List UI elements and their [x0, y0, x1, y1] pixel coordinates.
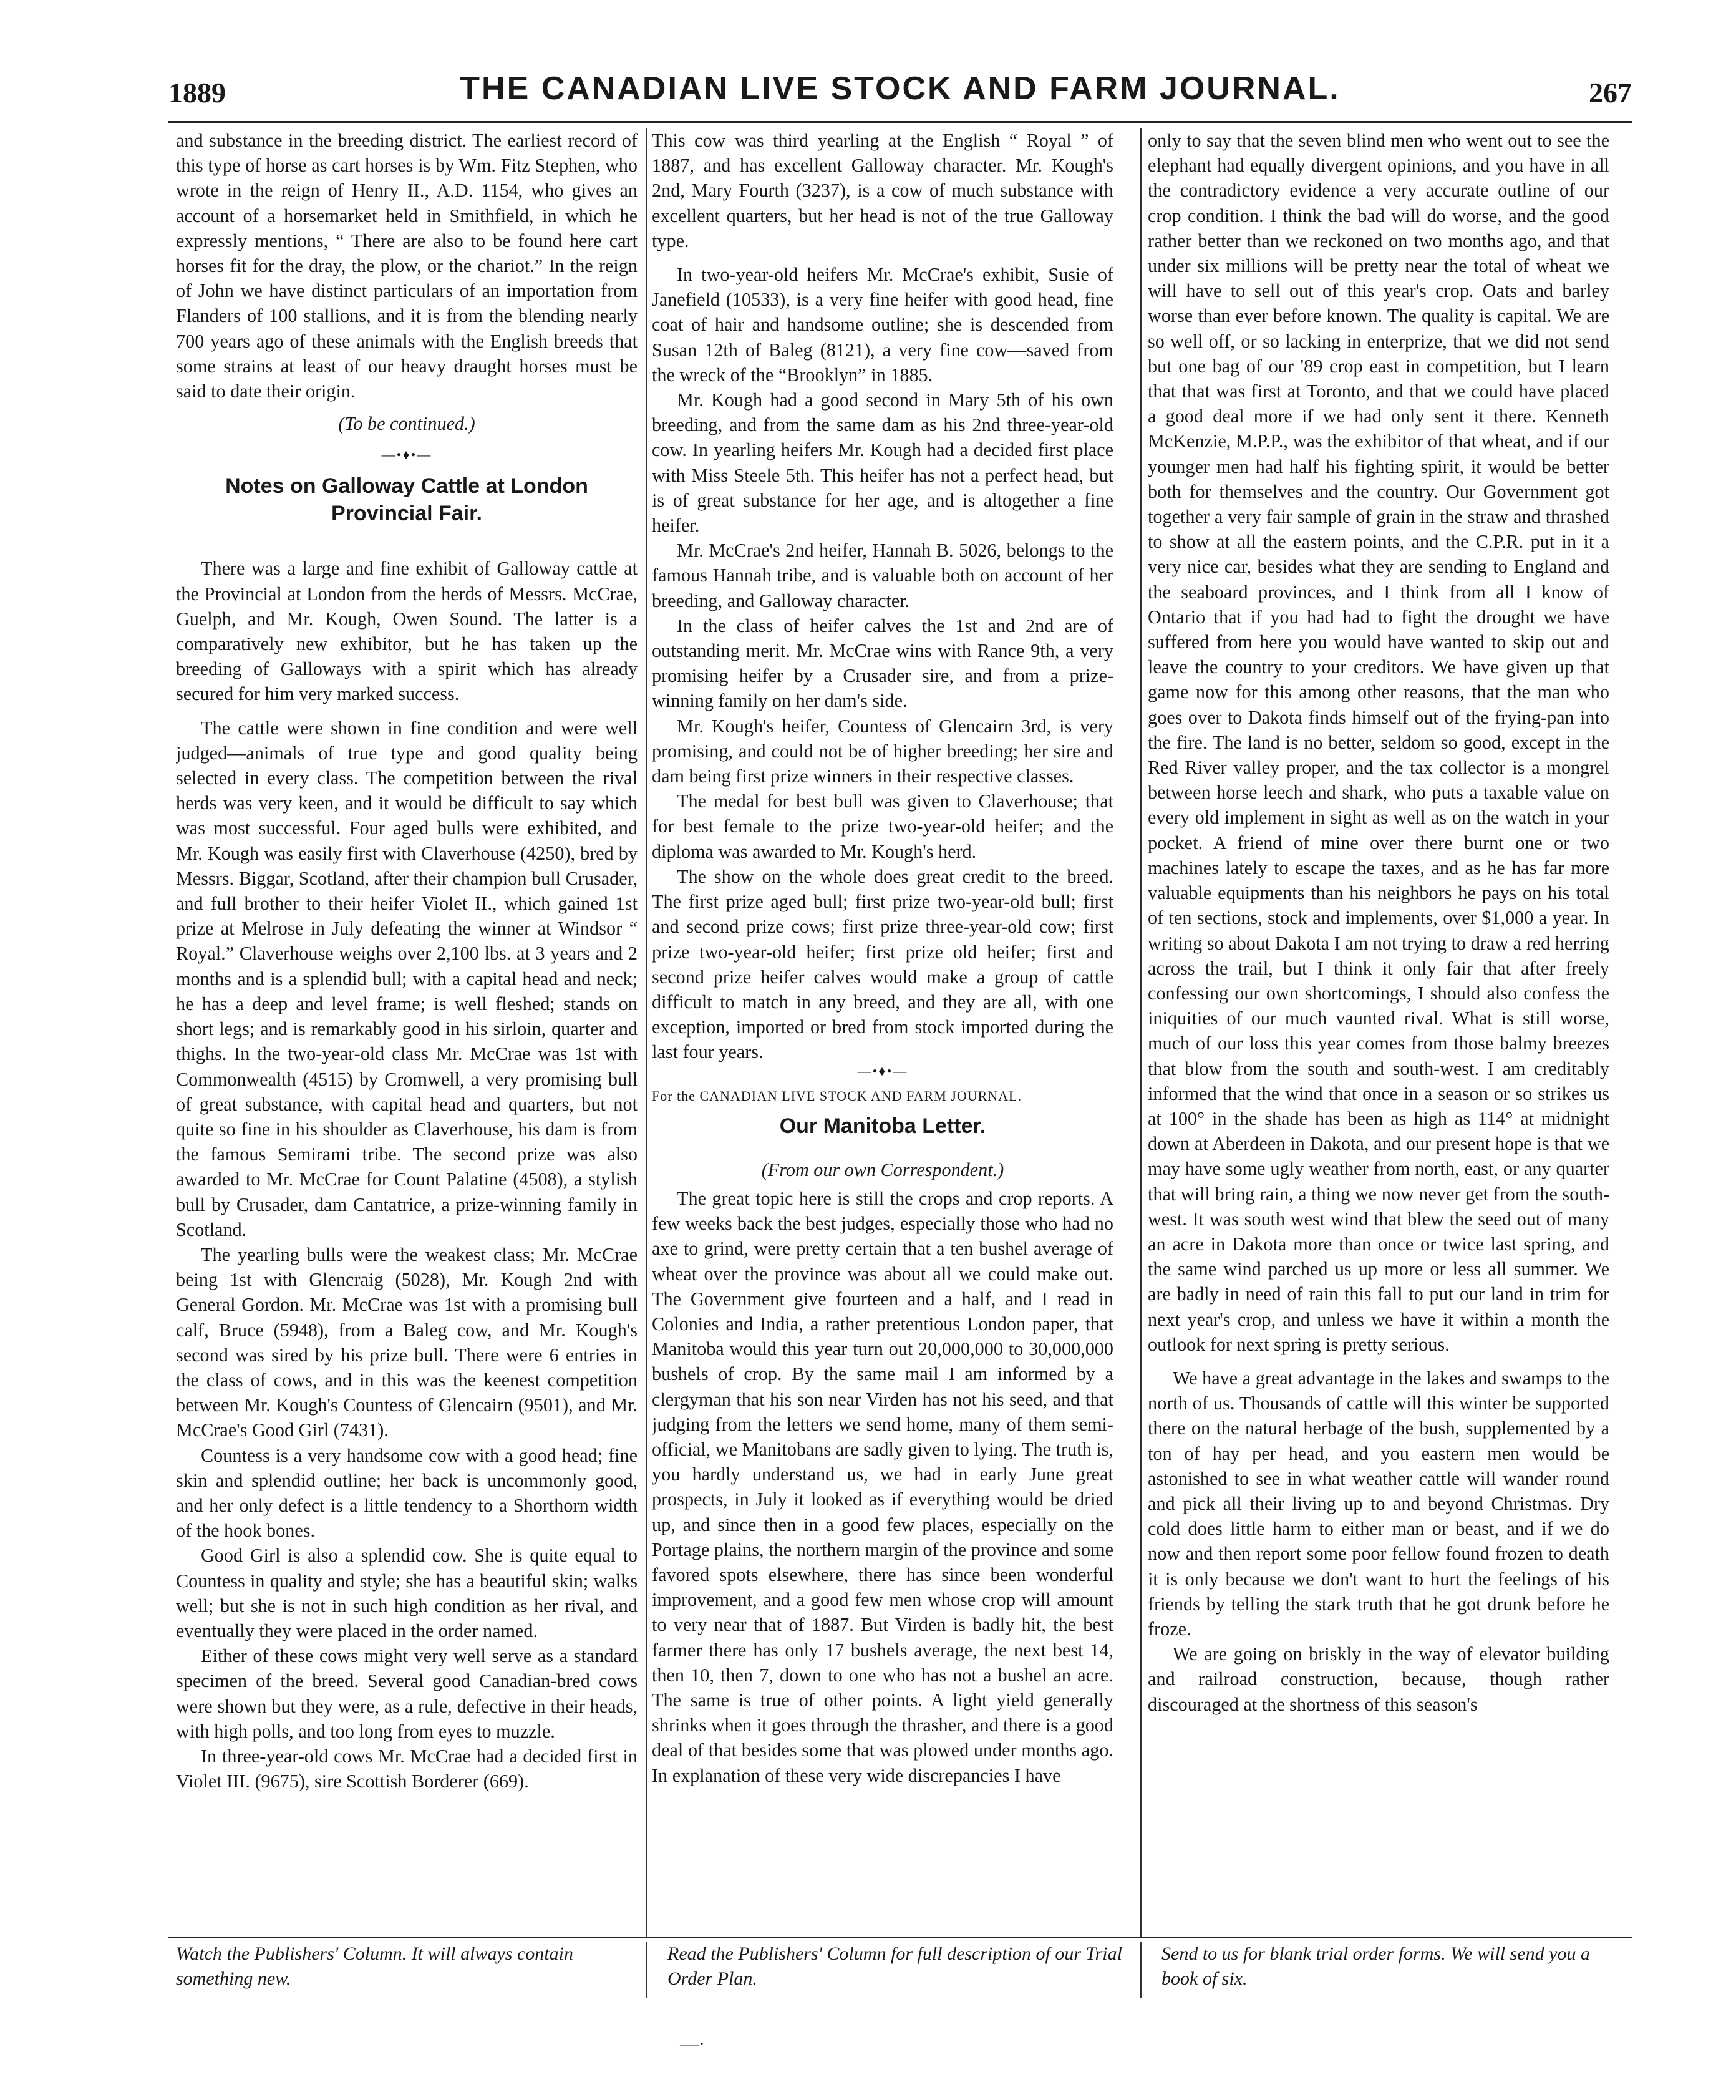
page-number: 267 [1589, 77, 1632, 109]
bottom-mark: —· [680, 2034, 705, 2054]
column-middle [652, 128, 1113, 1925]
paragraph: only to say that the seven blind men who went out to see the elephant had equally divergent opinions, and you have in all the contradictory evidence a very accurate outline of our crop condition. I think the bad will do worse, and the good rather better than we reckoned on two months ago, and that under six millions will be pretty near the total of wheat we will have to sell out of this year's crop. Oats and barley worse than ever before known. The quality is capital. We are so well off, or so lacking in enterprize, that we did not send but one bag of our '89 crop east in competition, but I learn that that was first at Toronto, and that we could have placed a good deal more if we had only sent it there. Kenneth McKenzie, M.P.P., was the exhibitor of that wheat, and if our younger men had half his fighting spirit, it would be better both for themselves and the country. Our Government got together a very fair sample of grain in the straw and thrashed to show at all the eastern points, and the C.P.R. put in it a very nice car, besides what they are sending to England and the seaboard provinces, and I think from all I know of Ontario that if you had had to fight the drought we have suffered from here you would have wanted to skip out and leave the country to your creditors. We have given up that game now for this among other reasons, that the man who goes over to Dakota finds himself out of the frying-pan into the fire. The land is no better, seldom so good, except in the Red River valley proper, and the tax collector is a mongrel between horse leech and shark, who puts a taxable value on every old implement in sight as well as on the watch in your pocket. A friend of mine over there burnt one or two machines lately to escape the taxes, and as he has far more valuable equipments than his neighbors he pays on his total of ten sections, stock and implements, over $1,000 a year. In writing so about Dakota I am not trying to draw a red herring across the trail, but I think it only fair that after freely confessing our own shortcomings, I should also confess the iniquities of our much vaunted rival. What is still worse, much of our loss this year comes from those balmy breezes that blow from the south and south-west. I am creditably informed that the wind that once in a season or so strikes us at 100° in the shade has been as high as 114° at midnight down at Aberdeen in Dakota, and our present hope is that we may have some ugly weather from north, east, or any quarter that will bring rain, a thing we now never get from the south-west. It was south west wind that blew the seed out of many an acre in Dakota more than once or twice last spring, and the same wind parched us up more or less all summer. We are badly in need of rain this fall to put our land in trim for next year's crop, and unless we have it within a month the outlook for next spring is pretty serious. [1148, 130, 1609, 1355]
footer-rule [168, 1937, 1632, 1938]
column-right [1148, 128, 1609, 1925]
paragraph: This cow was third yearling at the English “ Royal ” of 1887, and has excellent Galloway character. Mr. Kough's 2nd, Mary Fourth (3237), is a cow of much substance with excellent quarters, but her head is not of the true Galloway type. [652, 130, 1113, 251]
paragraph: Mr. Kough's heifer, Countess of Glencairn 3rd, is very promising, and could not be of higher breeding; her sire and dam being first prize winners in their respective classes. [652, 715, 1113, 787]
column-divider [646, 128, 647, 1937]
header-rule [168, 121, 1632, 123]
paragraph: In three-year-old cows Mr. McCrae had a decided first in Violet III. (9675), sire Scottish Borderer (669). [176, 1745, 638, 1792]
journal-title: THE CANADIAN LIVE STOCK AND FARM JOURNAL. [460, 70, 1341, 107]
paragraph: In the class of heifer calves the 1st and 2nd are of outstanding merit. Mr. McCrae wins with Rance 9th, a very promising heifer by a Crusader sire, and from a prize-winning family on her dam's side. [652, 615, 1113, 712]
page-year: 1889 [168, 77, 226, 109]
section-divider: —•♦•— [857, 1062, 908, 1079]
article-headline: Our Manitoba Letter. [779, 1114, 986, 1138]
paragraph: Good Girl is also a splendid cow. She is quite equal to Countess in quality and style; she has a beautiful skin; walks well; but she is not in such high condition as her rival, and eventually they were placed in the order named. [176, 1545, 638, 1641]
paragraph: The cattle were shown in fine condition and were well judged—animals of true type and good quality being selected in every class. The competition between the rival herds was very keen, and it would be difficult to say which was most successful. Four aged bulls were exhibited, and Mr. Kough was easily first with Claverhouse (4250), bred by Messrs. Biggar, Scotland, after their champion bull Crusader, and full brother to their heifer Violet II., which gained 1st prize at Melrose in July defeating the winner at Windsor “ Royal.” Claverhouse weighs over 2,100 lbs. at 3 years and 2 months and is a splendid bull; with a capital head and neck; he has a deep and level frame; is well fleshed; stands on short legs; and is remarkably good in his sirloin, quarter and thighs. In the two-year-old class Mr. McCrae was 1st with Commonwealth (4515) by Cromwell, a very promising bull of great substance, with capital head and quarters, but not quite so fine in his shoulder as Claverhouse, his dam is from the famous Semirami tribe. The second prize was also awarded to Mr. McCrae for Count Palatine (4508), a stylish bull by Crusader, dam Cantatrice, a prize-winning family in Scotland. [176, 717, 638, 1240]
article-byline: (From our own Correspondent.) [761, 1159, 1004, 1180]
footer-divider [1140, 1942, 1142, 1998]
column-left [176, 128, 638, 1925]
paragraph: The medal for best bull was given to Claverhouse; that for best female to the prize two-year-old heifer; and the diploma was awarded to Mr. Kough's herd. [652, 790, 1113, 862]
paragraph: There was a large and fine exhibit of Galloway cattle at the Provincial at London from the herds of Messrs. McCrae, Guelph, and Mr. Kough, Owen Sound. The latter is a comparatively new exhibitor, but he has taken up the breeding of Galloways with a spirit which has already secured for him very marked success. [176, 558, 638, 705]
footer-note-middle: Read the Publishers' Column for full description of our Trial Order Plan. [667, 1943, 1122, 1989]
paragraph: Mr. Kough had a good second in Mary 5th of his own breeding, and from the same dam as his 2nd three-year-old cow. In yearling heifers Mr. Kough had a decided first place with Miss Steele 5th. This heifer has not a perfect head, but is of great substance for her age, and is altogether a fine heifer. [652, 389, 1113, 537]
footer-note-left: Watch the Publishers' Column. It will always contain something new. [176, 1943, 573, 1989]
footer-note-right: Send to us for blank trial order forms. We will send you a book of six. [1161, 1943, 1590, 1989]
paragraph: We are going on briskly in the way of elevator building and railroad construction, because, though rather discouraged at the shortness of this season's [1148, 1643, 1609, 1715]
paragraph: We have a great advantage in the lakes and swamps to the north of us. Thousands of cattle will this winter be supported there on the natural herbage of the bush, supplemented by a ton of hay per head, and you eastern men would be astonished to see in what weather cattle will wander round and pick all their living up to and beyond Christmas. Dry cold does little harm to either man or beast, and if we do now and then report some poor fellow found frozen to death it is only because we don't want to hurt the feelings of his friends by telling the stark truth that he got drunk before he froze. [1148, 1367, 1609, 1640]
article-kicker: For the CANADIAN LIVE STOCK AND FARM JOURNAL. [652, 1087, 1022, 1104]
paragraph: Countess is a very handsome cow with a good head; fine skin and splendid outline; her back is uncommonly good, and her only defect is a little tendency to a Shorthorn width of the hook bones. [176, 1444, 638, 1542]
masthead [168, 70, 1632, 115]
paragraph: The great topic here is still the crops and crop reports. A few weeks back the best judges, especially those who had no axe to grind, were pretty certain that a ten bushel average of wheat over the province was about all we could make out. The Government give fourteen and a half, and I read in Colonies and India, a rather pretentious London paper, that Manitoba would this year turn out 20,000,000 to 30,000,000 bushels of crop. By the same mail I am informed by a clergyman that his son near Virden has not his seed, and that judging from the letters we send home, many of them semi-official, we Manitobans are sadly given to lying. The truth is, you hardly understand us, we had in early June great prospects, in July it looked as if everything would be dried up, and since then in a good few places, especially on the Portage plains, the northern margin of the province and some favored spots elsewhere, there has since been wonderful improvement, and a good few men whose crop will amount to very near that of 1887. But Virden is badly hit, the best farmer there has only 17 bushels average, the next best 14, then 10, then 7, down to one who has not a bushel an acre. The same is true of other points. A light yield generally shrinks when it goes through the thrasher, and there is a good deal of that besides some that was plowed under months ago. In explanation of these very wide discrepancies I have [652, 1187, 1113, 1786]
paragraph: In two-year-old heifers Mr. McCrae's exhibit, Susie of Janefield (10533), is a very fine heifer with good head, fine coat of hair and handsome outline; she is descended from Susan 12th of Baleg (8121), a very fine cow—saved from the wreck of the “Brooklyn” in 1885. [652, 264, 1113, 386]
continued-note: (To be continued.) [338, 413, 475, 435]
paragraph: and substance in the breeding district. The earliest record of this type of horse as cart horses is by Wm. Fitz Stephen, who wrote in the reign of Henry II., A.D. 1154, who gives an account of a horsemarket held in Smithfield, in which he expressly mentions, “ There are also to be found here cart horses fit for the dray, the plow, or the chariot.” In the reign of John we have distinct particulars of an importation from Flanders of 100 stallions, and it is from the blending nearly 700 years ago of these animals with the English breeds that some strains at least of our heavy draught horses must be said to date their origin. [176, 130, 638, 402]
footer-divider [646, 1942, 647, 1998]
section-divider: —•♦•— [381, 447, 432, 463]
article-headline: Notes on Galloway Cattle at London Provincial Fair. [225, 474, 588, 526]
paragraph: Either of these cows might very well serve as a standard specimen of the breed. Several good Canadian-bred cows were shown but they were, as a rule, defective in their heads, with high polls, and too long from eyes to muzzle. [176, 1645, 638, 1742]
paragraph: The yearling bulls were the weakest class; Mr. McCrae being 1st with Glencraig (5028), Mr. Kough 2nd with General Gordon. Mr. McCrae was 1st with a promising bull calf, Bruce (5948), from a Baleg cow, and Mr. Kough's second was sired by his prize bull. There were 6 entries in the class of cows, and in this was the keenest competition between Mr. Kough's Countess of Glencairn (9501), and Mr. McCrae's Good Girl (7431). [176, 1243, 638, 1441]
column-divider [1140, 128, 1142, 1937]
paragraph: Mr. McCrae's 2nd heifer, Hannah B. 5026, belongs to the famous Hannah tribe, and is valuable both on account of her breeding, and Galloway character. [652, 540, 1113, 611]
paragraph: The show on the whole does great credit to the breed. The first prize aged bull; first prize two-year-old bull; first and second prize cows; first prize three-year-old cow; first prize two-year-old heifer; first prize old heifer; first and second prize heifer calves would make a group of cattle difficult to match in any breed, and they are all, with one exception, imported or bred from stock imported during the last four years. [652, 865, 1113, 1063]
